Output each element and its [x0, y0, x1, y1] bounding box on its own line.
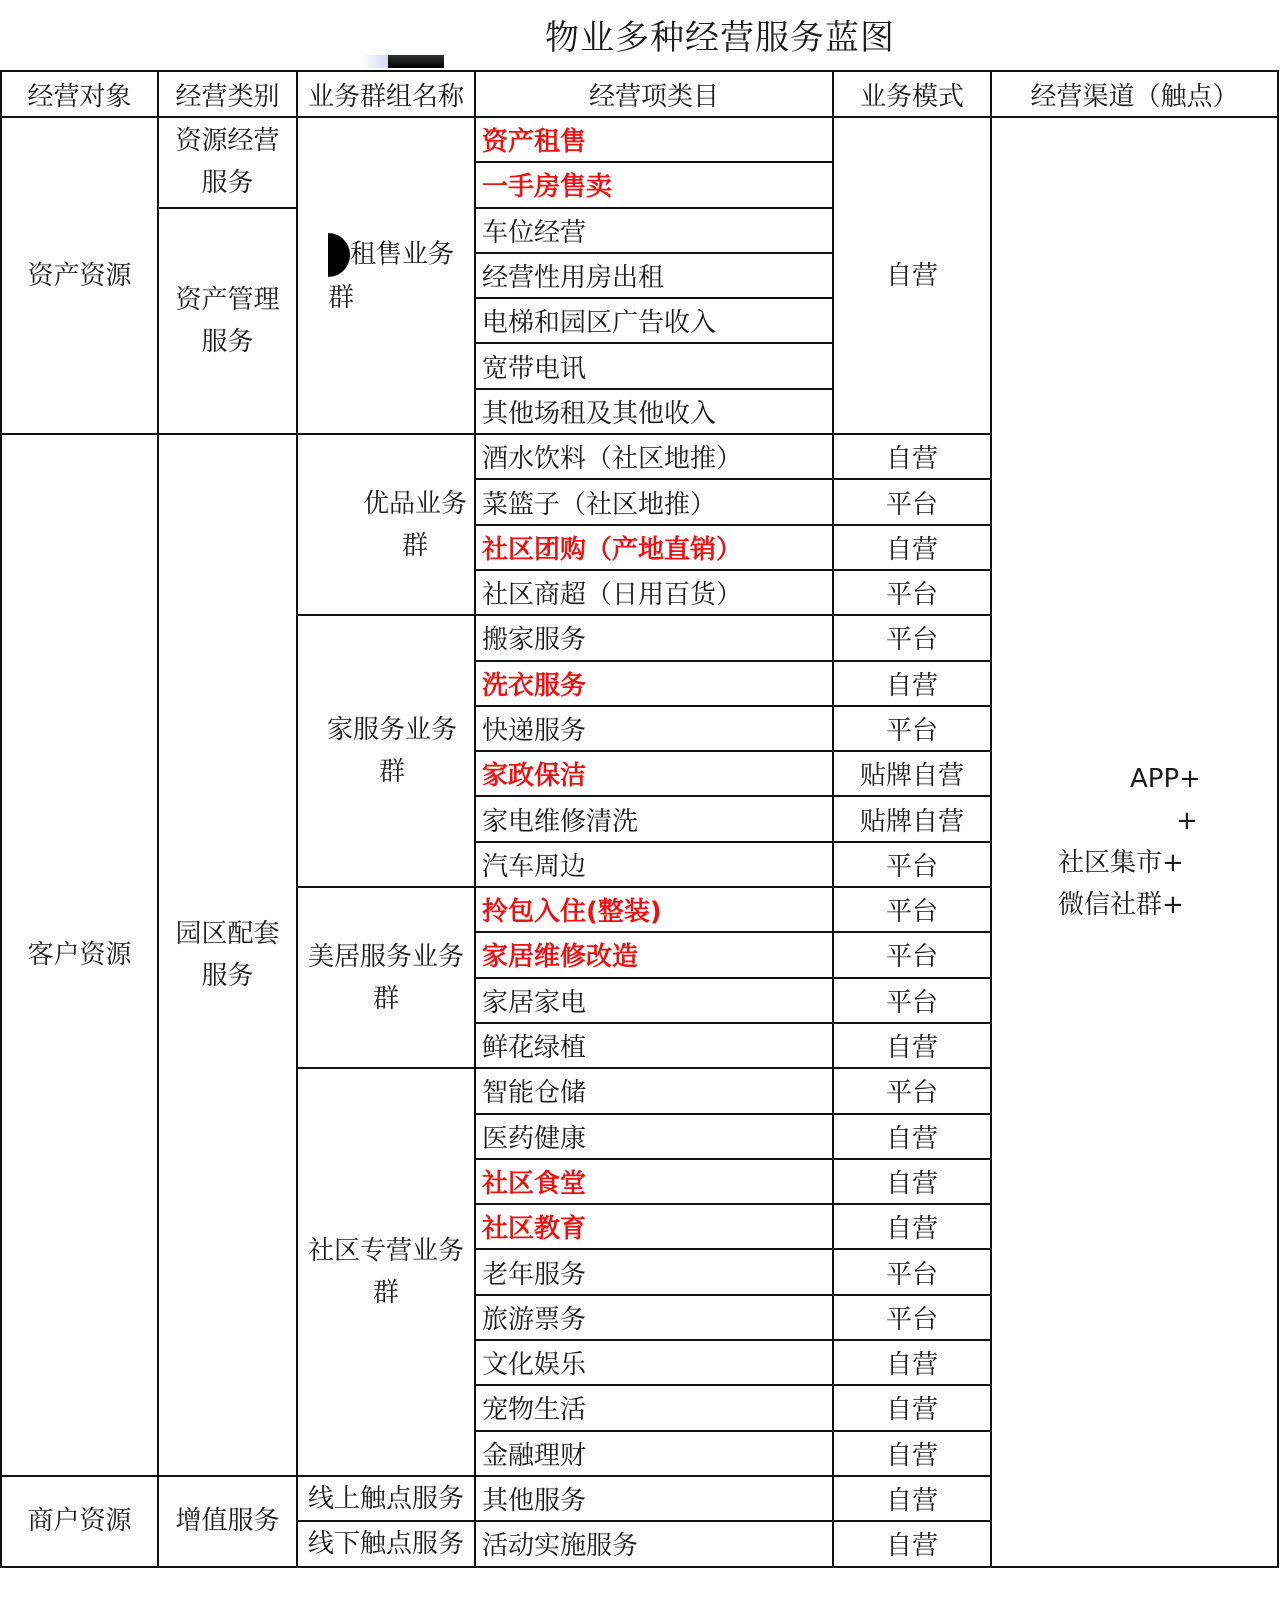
mode-cell: 自营: [833, 661, 991, 706]
item-label: 一手房售卖: [482, 172, 613, 203]
item-label: 搬家服务: [482, 625, 587, 656]
object-cell: 商户资源: [1, 1476, 158, 1567]
item-label: 旅游票务: [482, 1304, 587, 1335]
group-cell: 美居服务业务群: [297, 887, 475, 1068]
item-cell: [475, 1431, 833, 1476]
item-label: 电梯和园区广告收入: [482, 308, 717, 339]
group-label: 租售业务群: [328, 239, 455, 313]
table-row: [1, 117, 1278, 162]
group-cell: 线上触点服务: [297, 1476, 475, 1521]
mode-cell: 自营: [833, 1476, 991, 1521]
item-cell: [475, 706, 833, 751]
group-cell: 线下触点服务: [297, 1521, 475, 1566]
item-label: 快递服务: [482, 716, 587, 746]
item-cell: [475, 117, 833, 162]
redaction-fade: [360, 55, 388, 68]
group-cell: 优品业务群: [297, 434, 475, 615]
mode-cell: 贴牌自营: [833, 796, 991, 841]
item-label: 社区团购（产地直销）: [482, 534, 743, 565]
item-label: 社区商超（日用百货）: [482, 580, 743, 611]
category-cell: 园区配套服务: [158, 434, 297, 1476]
mode-cell: 自营: [833, 117, 991, 434]
object-cell: 客户资源: [1, 434, 158, 1476]
item-cell: [475, 570, 833, 615]
item-label: 金融理财: [482, 1440, 587, 1471]
item-label: 资产租售: [482, 127, 587, 158]
item-cell: [475, 1295, 833, 1340]
item-label: 社区教育: [482, 1214, 587, 1245]
item-cell: [475, 661, 833, 706]
item-cell: [475, 1521, 833, 1566]
redaction-bar: [388, 55, 444, 68]
mode-cell: 自营: [833, 1114, 991, 1159]
blueprint-table: [0, 70, 1279, 1568]
item-label: 老年服务: [482, 1259, 587, 1290]
channel-line: +: [1176, 805, 1198, 836]
item-label: 宽带电讯: [482, 353, 587, 384]
header-category: 经营类别: [158, 71, 297, 117]
item-cell: [475, 1068, 833, 1113]
item-cell: [475, 162, 833, 207]
item-label: 其他服务: [482, 1486, 587, 1517]
channel-line: 微信社群+: [1058, 889, 1184, 920]
mode-cell: 平台: [833, 842, 991, 887]
item-cell: [475, 298, 833, 343]
mode-cell: 自营: [833, 1431, 991, 1476]
mode-cell: 自营: [833, 1385, 991, 1430]
object-cell: 资产资源: [1, 117, 158, 434]
channel-cell: [991, 117, 1278, 1567]
category-cell: 资源经营服务: [158, 117, 297, 208]
group-cell: [297, 117, 475, 434]
item-label: 医药健康: [482, 1123, 587, 1154]
item-label: 拎包入住(整装): [482, 897, 662, 928]
group-cell: 社区专营业务群: [297, 1068, 475, 1476]
mode-cell: 平台: [833, 978, 991, 1023]
item-label: 宠物生活: [482, 1395, 587, 1426]
item-label: 酒水饮料（社区地推）: [482, 444, 743, 475]
header-row: [1, 71, 1278, 117]
item-label: 文化娱乐: [482, 1350, 587, 1381]
category-cell: 增值服务: [158, 1476, 297, 1567]
item-label: 社区食堂: [482, 1168, 587, 1199]
category-cell: 资产管理服务: [158, 208, 297, 434]
mode-cell: 平台: [833, 1249, 991, 1294]
header-group: 业务群组名称: [297, 71, 475, 117]
item-cell: [475, 932, 833, 977]
item-cell: [475, 1340, 833, 1385]
group-cell: 家服务业务群: [297, 615, 475, 887]
item-label: 智能仓储: [482, 1078, 587, 1109]
mode-cell: 平台: [833, 479, 991, 524]
item-cell: [475, 796, 833, 841]
item-cell: [475, 751, 833, 796]
item-label: 家居家电: [482, 987, 587, 1018]
item-cell: [475, 389, 833, 434]
item-cell: [475, 887, 833, 932]
item-label: 车位经营: [482, 217, 587, 248]
item-label: 家政保洁: [482, 761, 587, 792]
mode-cell: 自营: [833, 525, 991, 570]
item-label: 菜篮子（社区地推）: [482, 489, 717, 520]
header-item: 经营项类目: [475, 71, 833, 117]
item-cell: [475, 1385, 833, 1430]
item-cell: [475, 253, 833, 298]
mode-cell: 自营: [833, 434, 991, 479]
mode-cell: 自营: [833, 1204, 991, 1249]
mode-cell: 平台: [833, 1295, 991, 1340]
mode-cell: 平台: [833, 706, 991, 751]
item-cell: [475, 1476, 833, 1521]
title-text: 物业多种经营服务蓝图: [545, 18, 895, 58]
item-cell: [475, 208, 833, 253]
header-mode: 业务模式: [833, 71, 991, 117]
item-cell: [475, 615, 833, 660]
mode-cell: 平台: [833, 1068, 991, 1113]
mode-cell: 自营: [833, 1340, 991, 1385]
mode-cell: 平台: [833, 932, 991, 977]
item-cell: [475, 525, 833, 570]
item-cell: [475, 978, 833, 1023]
item-cell: [475, 343, 833, 388]
item-cell: [475, 1114, 833, 1159]
mode-cell: 平台: [833, 570, 991, 615]
mode-cell: 自营: [833, 1521, 991, 1566]
item-label: 经营性用房出租: [482, 263, 665, 294]
item-label: 其他场租及其他收入: [482, 398, 717, 429]
item-cell: [475, 1204, 833, 1249]
mode-cell: 贴牌自营: [833, 751, 991, 796]
item-label: 鲜花绿植: [482, 1033, 587, 1064]
item-label: 汽车周边: [482, 851, 587, 882]
mode-cell: 自营: [833, 1159, 991, 1204]
item-cell: [475, 1159, 833, 1204]
item-cell: [475, 1023, 833, 1068]
mode-cell: 自营: [833, 1023, 991, 1068]
item-label: 洗衣服务: [482, 670, 587, 701]
item-cell: [475, 842, 833, 887]
mode-cell: 平台: [833, 615, 991, 660]
item-label: 家居维修改造: [482, 942, 639, 973]
page-title: [0, 10, 1280, 66]
channel-line: 社区集市+: [1058, 847, 1184, 878]
item-cell: [475, 479, 833, 524]
item-label: 活动实施服务: [482, 1531, 639, 1562]
header-object: 经营对象: [1, 71, 158, 117]
item-cell: [475, 434, 833, 479]
item-label: 家电维修清洗: [482, 806, 639, 837]
obscured-mark: [328, 233, 350, 277]
mode-cell: 平台: [833, 887, 991, 932]
item-cell: [475, 1249, 833, 1294]
channel-line: APP+: [1130, 763, 1201, 794]
header-channel: 经营渠道（触点）: [991, 71, 1278, 117]
